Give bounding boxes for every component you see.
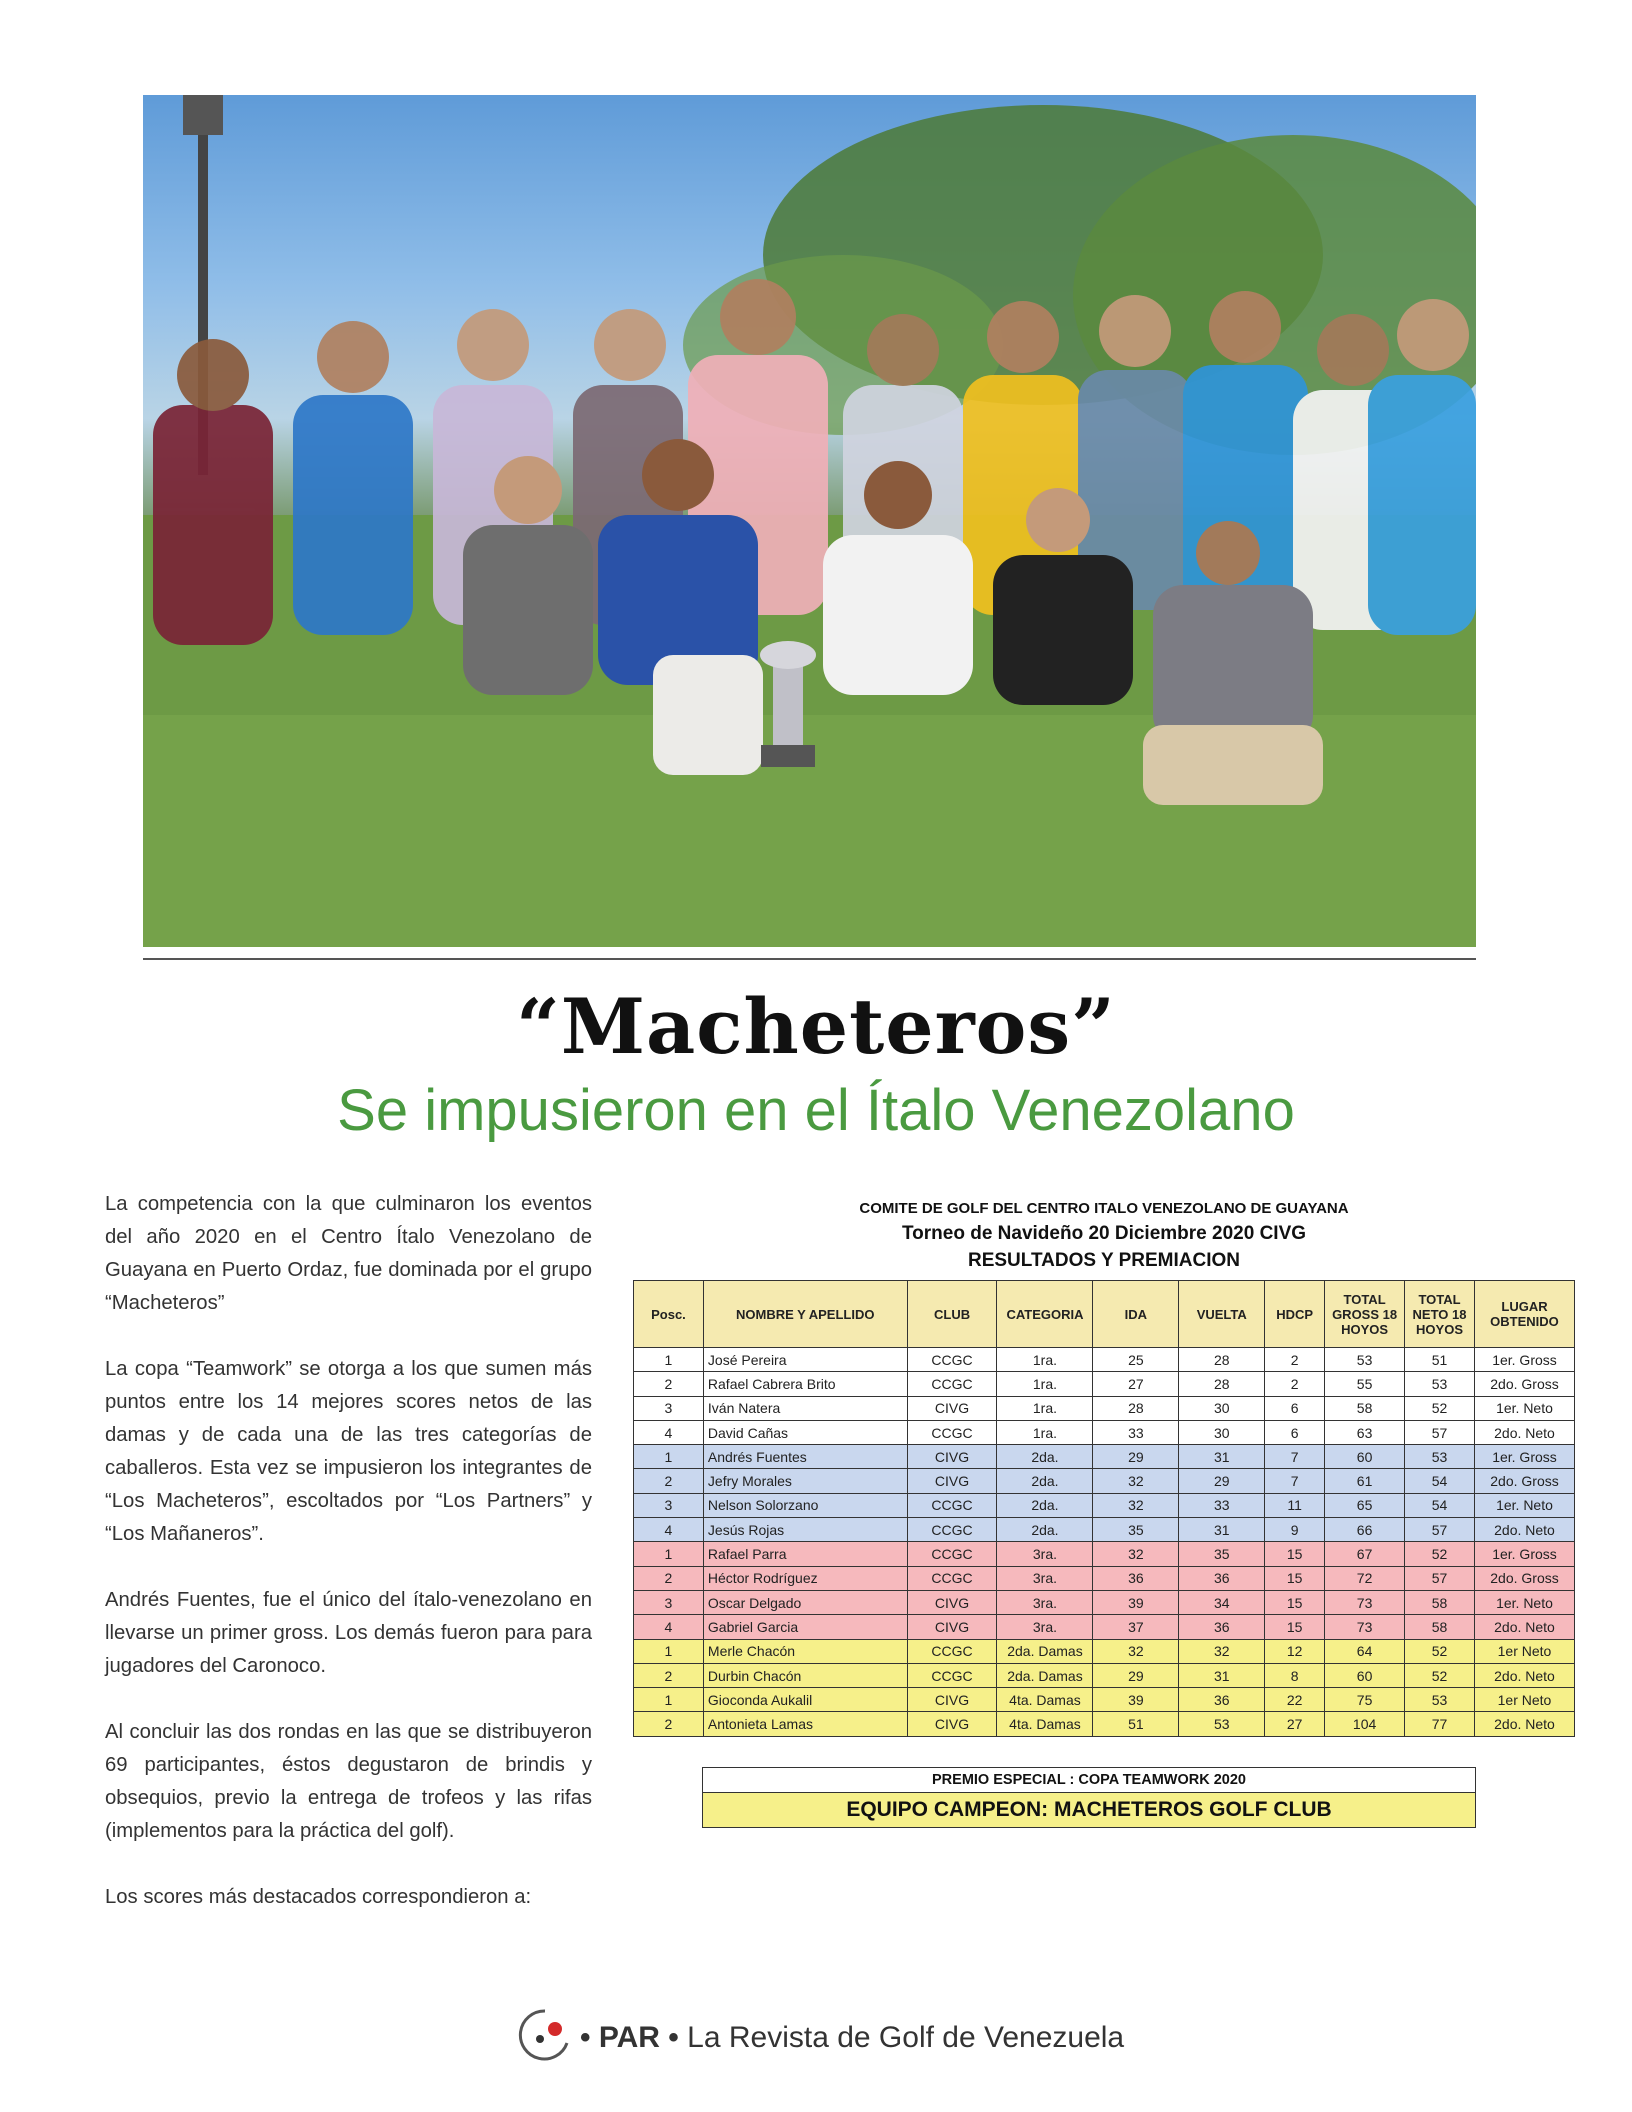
cell-name: Gabriel Garcia xyxy=(703,1615,907,1639)
cell-name: Nelson Solorzano xyxy=(703,1493,907,1517)
cell-vuelta: 36 xyxy=(1179,1688,1265,1712)
cell-pos: 4 xyxy=(634,1420,704,1444)
cell-cat: 1ra. xyxy=(997,1396,1093,1420)
cell-cat: 1ra. xyxy=(997,1372,1093,1396)
cell-vuelta: 36 xyxy=(1179,1566,1265,1590)
cell-lugar: 1er. Neto xyxy=(1474,1396,1574,1420)
cell-lugar: 1er Neto xyxy=(1474,1688,1574,1712)
cell-gross: 60 xyxy=(1325,1445,1405,1469)
article-paragraph: Al concluir las dos rondas en las que se distribuyeron 69 participantes, éstos degustaron de brindis y obsequios, previo la entrega de trofeos y las rifas (implementos para la práctica del golf). xyxy=(105,1721,592,1842)
results-row xyxy=(634,1372,1575,1396)
cell-lugar: 1er Neto xyxy=(1474,1639,1574,1663)
cell-gross: 61 xyxy=(1325,1469,1405,1493)
cell-hdcp: 15 xyxy=(1265,1566,1325,1590)
cell-name: Iván Natera xyxy=(703,1396,907,1420)
cell-cat: 3ra. xyxy=(997,1542,1093,1566)
cell-ida: 32 xyxy=(1093,1542,1179,1566)
results-row xyxy=(634,1615,1575,1639)
cell-ida: 51 xyxy=(1093,1712,1179,1736)
cell-name: Antonieta Lamas xyxy=(703,1712,907,1736)
cell-gross: 67 xyxy=(1325,1542,1405,1566)
cell-ida: 29 xyxy=(1093,1445,1179,1469)
footer-brand: • PAR • xyxy=(580,2021,679,2054)
cell-club: CIVG xyxy=(907,1396,997,1420)
article-body xyxy=(105,1188,592,1947)
cell-cat: 3ra. xyxy=(997,1615,1093,1639)
cell-neto: 52 xyxy=(1405,1396,1475,1420)
cell-name: Jesús Rojas xyxy=(703,1518,907,1542)
cell-club: CCGC xyxy=(907,1566,997,1590)
article-paragraph: Andrés Fuentes, fue el único del ítalo-venezolano en llevarse un primer gross. Los demás fueron para para jugadores del Caronoco. xyxy=(105,1589,592,1677)
cell-neto: 52 xyxy=(1405,1663,1475,1687)
results-body xyxy=(634,1348,1575,1737)
cell-cat: 2da. xyxy=(997,1518,1093,1542)
cell-name: Rafael Parra xyxy=(703,1542,907,1566)
cell-vuelta: 29 xyxy=(1179,1469,1265,1493)
cell-vuelta: 33 xyxy=(1179,1493,1265,1517)
footer-text xyxy=(580,2021,1124,2055)
col-header: Posc. xyxy=(634,1281,704,1348)
cell-cat: 3ra. xyxy=(997,1566,1093,1590)
cell-vuelta: 31 xyxy=(1179,1518,1265,1542)
cell-lugar: 2do. Gross xyxy=(1474,1469,1574,1493)
cell-gross: 73 xyxy=(1325,1615,1405,1639)
cell-lugar: 1er. Neto xyxy=(1474,1590,1574,1614)
cell-name: Gioconda Aukalil xyxy=(703,1688,907,1712)
cell-vuelta: 30 xyxy=(1179,1396,1265,1420)
cell-hdcp: 2 xyxy=(1265,1348,1325,1372)
cell-lugar: 2do. Neto xyxy=(1474,1712,1574,1736)
cell-gross: 65 xyxy=(1325,1493,1405,1517)
cell-neto: 54 xyxy=(1405,1469,1475,1493)
cell-vuelta: 28 xyxy=(1179,1348,1265,1372)
results-row xyxy=(634,1566,1575,1590)
cell-neto: 57 xyxy=(1405,1518,1475,1542)
cell-pos: 2 xyxy=(634,1566,704,1590)
cell-lugar: 1er. Gross xyxy=(1474,1348,1574,1372)
results-heading-results: RESULTADOS Y PREMIACION xyxy=(967,1250,1240,1271)
cell-hdcp: 7 xyxy=(1265,1469,1325,1493)
cell-pos: 2 xyxy=(634,1712,704,1736)
cell-ida: 32 xyxy=(1093,1469,1179,1493)
cell-cat: 3ra. xyxy=(997,1590,1093,1614)
cell-gross: 72 xyxy=(1325,1566,1405,1590)
col-header: HDCP xyxy=(1265,1281,1325,1348)
results-row xyxy=(634,1469,1575,1493)
footer-tagline: La Revista de Golf de Venezuela xyxy=(687,2021,1125,2054)
cell-gross: 63 xyxy=(1325,1420,1405,1444)
cell-name: David Cañas xyxy=(703,1420,907,1444)
cell-club: CCGC xyxy=(907,1639,997,1663)
cell-ida: 39 xyxy=(1093,1590,1179,1614)
cell-gross: 58 xyxy=(1325,1396,1405,1420)
cell-club: CIVG xyxy=(907,1469,997,1493)
cell-ida: 35 xyxy=(1093,1518,1179,1542)
cell-pos: 3 xyxy=(634,1590,704,1614)
col-header: CLUB xyxy=(907,1281,997,1348)
cell-pos: 1 xyxy=(634,1348,704,1372)
cell-club: CCGC xyxy=(907,1663,997,1687)
cell-gross: 64 xyxy=(1325,1639,1405,1663)
cell-club: CIVG xyxy=(907,1445,997,1469)
cell-pos: 2 xyxy=(634,1469,704,1493)
article-subtitle: Se impusieron en el Ítalo Venezolano xyxy=(337,1078,1295,1143)
cell-neto: 53 xyxy=(1405,1372,1475,1396)
cell-club: CCGC xyxy=(907,1542,997,1566)
results-row xyxy=(634,1590,1575,1614)
cell-neto: 52 xyxy=(1405,1542,1475,1566)
cell-neto: 54 xyxy=(1405,1493,1475,1517)
cell-vuelta: 31 xyxy=(1179,1663,1265,1687)
results-row xyxy=(634,1493,1575,1517)
cell-hdcp: 8 xyxy=(1265,1663,1325,1687)
cell-cat: 2da. xyxy=(997,1493,1093,1517)
results-heading-tournament: Torneo de Navideño 20 Diciembre 2020 CIVG xyxy=(901,1223,1307,1244)
cell-vuelta: 35 xyxy=(1179,1542,1265,1566)
cell-pos: 3 xyxy=(634,1493,704,1517)
cell-hdcp: 7 xyxy=(1265,1445,1325,1469)
results-header-row xyxy=(634,1281,1575,1348)
cell-vuelta: 36 xyxy=(1179,1615,1265,1639)
cell-vuelta: 31 xyxy=(1179,1445,1265,1469)
photo-divider xyxy=(143,958,1476,960)
cell-club: CIVG xyxy=(907,1615,997,1639)
cell-neto: 57 xyxy=(1405,1420,1475,1444)
cell-cat: 1ra. xyxy=(997,1348,1093,1372)
cell-name: Jefry Morales xyxy=(703,1469,907,1493)
article-title: “Macheteros” xyxy=(516,982,1116,1071)
results-heading-committee: COMITE DE GOLF DEL CENTRO ITALO VENEZOLANO DE GUAYANA xyxy=(859,1200,1349,1217)
cell-pos: 3 xyxy=(634,1396,704,1420)
cell-ida: 37 xyxy=(1093,1615,1179,1639)
cell-name: Durbin Chacón xyxy=(703,1663,907,1687)
cell-name: Merle Chacón xyxy=(703,1639,907,1663)
results-table xyxy=(633,1280,1575,1737)
cell-hdcp: 6 xyxy=(1265,1396,1325,1420)
cell-cat: 2da. xyxy=(997,1445,1093,1469)
cell-club: CCGC xyxy=(907,1518,997,1542)
cell-ida: 32 xyxy=(1093,1639,1179,1663)
cell-neto: 57 xyxy=(1405,1566,1475,1590)
par-logo-icon xyxy=(515,2005,575,2065)
cell-pos: 1 xyxy=(634,1542,704,1566)
cell-lugar: 2do. Neto xyxy=(1474,1420,1574,1444)
cell-lugar: 2do. Gross xyxy=(1474,1372,1574,1396)
cell-hdcp: 27 xyxy=(1265,1712,1325,1736)
cell-neto: 52 xyxy=(1405,1639,1475,1663)
cell-hdcp: 11 xyxy=(1265,1493,1325,1517)
cell-pos: 1 xyxy=(634,1688,704,1712)
cell-neto: 53 xyxy=(1405,1445,1475,1469)
col-header: VUELTA xyxy=(1179,1281,1265,1348)
results-row xyxy=(634,1518,1575,1542)
cell-gross: 75 xyxy=(1325,1688,1405,1712)
cell-pos: 2 xyxy=(634,1372,704,1396)
cell-hdcp: 2 xyxy=(1265,1372,1325,1396)
cell-hdcp: 9 xyxy=(1265,1518,1325,1542)
award-box xyxy=(702,1767,1476,1828)
cell-vuelta: 34 xyxy=(1179,1590,1265,1614)
cell-gross: 53 xyxy=(1325,1348,1405,1372)
cell-ida: 29 xyxy=(1093,1663,1179,1687)
col-header: TOTAL NETO 18 HOYOS xyxy=(1405,1281,1475,1348)
cell-pos: 4 xyxy=(634,1518,704,1542)
col-header: TOTAL GROSS 18 HOYOS xyxy=(1325,1281,1405,1348)
cell-lugar: 2do. Neto xyxy=(1474,1615,1574,1639)
cell-hdcp: 15 xyxy=(1265,1542,1325,1566)
cell-vuelta: 30 xyxy=(1179,1420,1265,1444)
cell-gross: 73 xyxy=(1325,1590,1405,1614)
cell-lugar: 1er. Gross xyxy=(1474,1445,1574,1469)
cell-pos: 1 xyxy=(634,1639,704,1663)
cell-hdcp: 12 xyxy=(1265,1639,1325,1663)
cell-cat: 2da. Damas xyxy=(997,1663,1093,1687)
article-paragraph: Los scores más destacados correspondieron a: xyxy=(105,1886,532,1908)
cell-ida: 27 xyxy=(1093,1372,1179,1396)
cell-vuelta: 32 xyxy=(1179,1639,1265,1663)
cell-ida: 28 xyxy=(1093,1396,1179,1420)
cell-name: Héctor Rodríguez xyxy=(703,1566,907,1590)
cell-pos: 1 xyxy=(634,1445,704,1469)
cell-hdcp: 22 xyxy=(1265,1688,1325,1712)
cell-neto: 51 xyxy=(1405,1348,1475,1372)
results-row xyxy=(634,1348,1575,1372)
cell-club: CIVG xyxy=(907,1712,997,1736)
col-header: NOMBRE Y APELLIDO xyxy=(703,1281,907,1348)
cell-ida: 36 xyxy=(1093,1566,1179,1590)
cell-hdcp: 15 xyxy=(1265,1615,1325,1639)
cell-club: CCGC xyxy=(907,1372,997,1396)
award-title: PREMIO ESPECIAL : COPA TEAMWORK 2020 xyxy=(703,1768,1475,1793)
results-row xyxy=(634,1445,1575,1469)
results-row xyxy=(634,1688,1575,1712)
cell-lugar: 2do. Gross xyxy=(1474,1566,1574,1590)
cell-gross: 60 xyxy=(1325,1663,1405,1687)
cell-vuelta: 28 xyxy=(1179,1372,1265,1396)
cell-name: Rafael Cabrera Brito xyxy=(703,1372,907,1396)
cell-name: Andrés Fuentes xyxy=(703,1445,907,1469)
cell-pos: 2 xyxy=(634,1663,704,1687)
cell-ida: 39 xyxy=(1093,1688,1179,1712)
footer xyxy=(515,2005,1125,2065)
cell-gross: 104 xyxy=(1325,1712,1405,1736)
article-paragraph: La copa “Teamwork” se otorga a los que sumen más puntos entre los 14 mejores scores netos de las damas y de cada una de las tres categorías de caballeros. Esta vez se impusieron los integrantes de “Los Macheteros”, escoltados por “Los Partners” y “Los Mañaneros”. xyxy=(105,1358,592,1545)
cell-gross: 55 xyxy=(1325,1372,1405,1396)
results-row xyxy=(634,1396,1575,1420)
cell-neto: 77 xyxy=(1405,1712,1475,1736)
col-header: IDA xyxy=(1093,1281,1179,1348)
cell-hdcp: 15 xyxy=(1265,1590,1325,1614)
cell-cat: 4ta. Damas xyxy=(997,1688,1093,1712)
cell-gross: 66 xyxy=(1325,1518,1405,1542)
col-header: CATEGORIA xyxy=(997,1281,1093,1348)
cell-club: CCGC xyxy=(907,1493,997,1517)
results-row xyxy=(634,1663,1575,1687)
article-paragraph: La competencia con la que culminaron los eventos del año 2020 en el Centro Ítalo Venezolano de Guayana en Puerto Ordaz, fue dominada por el grupo “Macheteros” xyxy=(105,1193,592,1314)
cell-lugar: 2do. Neto xyxy=(1474,1663,1574,1687)
cell-lugar: 2do. Neto xyxy=(1474,1518,1574,1542)
cell-lugar: 1er. Neto xyxy=(1474,1493,1574,1517)
cell-neto: 53 xyxy=(1405,1688,1475,1712)
cell-neto: 58 xyxy=(1405,1615,1475,1639)
cell-hdcp: 6 xyxy=(1265,1420,1325,1444)
team-photo xyxy=(143,95,1476,947)
cell-cat: 2da. xyxy=(997,1469,1093,1493)
cell-name: José Pereira xyxy=(703,1348,907,1372)
cell-ida: 25 xyxy=(1093,1348,1179,1372)
col-header: LUGAR OBTENIDO xyxy=(1474,1281,1574,1348)
cell-ida: 32 xyxy=(1093,1493,1179,1517)
cell-ida: 33 xyxy=(1093,1420,1179,1444)
results-row xyxy=(634,1420,1575,1444)
results-row xyxy=(634,1712,1575,1736)
cell-cat: 4ta. Damas xyxy=(997,1712,1093,1736)
cell-pos: 4 xyxy=(634,1615,704,1639)
cell-cat: 2da. Damas xyxy=(997,1639,1093,1663)
cell-vuelta: 53 xyxy=(1179,1712,1265,1736)
cell-neto: 58 xyxy=(1405,1590,1475,1614)
cell-club: CCGC xyxy=(907,1348,997,1372)
cell-name: Oscar Delgado xyxy=(703,1590,907,1614)
cell-club: CIVG xyxy=(907,1688,997,1712)
cell-club: CCGC xyxy=(907,1420,997,1444)
results-row xyxy=(634,1639,1575,1663)
cell-club: CIVG xyxy=(907,1590,997,1614)
team-photo-illustration xyxy=(143,95,1476,947)
results-row xyxy=(634,1542,1575,1566)
cell-lugar: 1er. Gross xyxy=(1474,1542,1574,1566)
award-winner: EQUIPO CAMPEON: MACHETEROS GOLF CLUB xyxy=(703,1793,1475,1827)
cell-cat: 1ra. xyxy=(997,1420,1093,1444)
